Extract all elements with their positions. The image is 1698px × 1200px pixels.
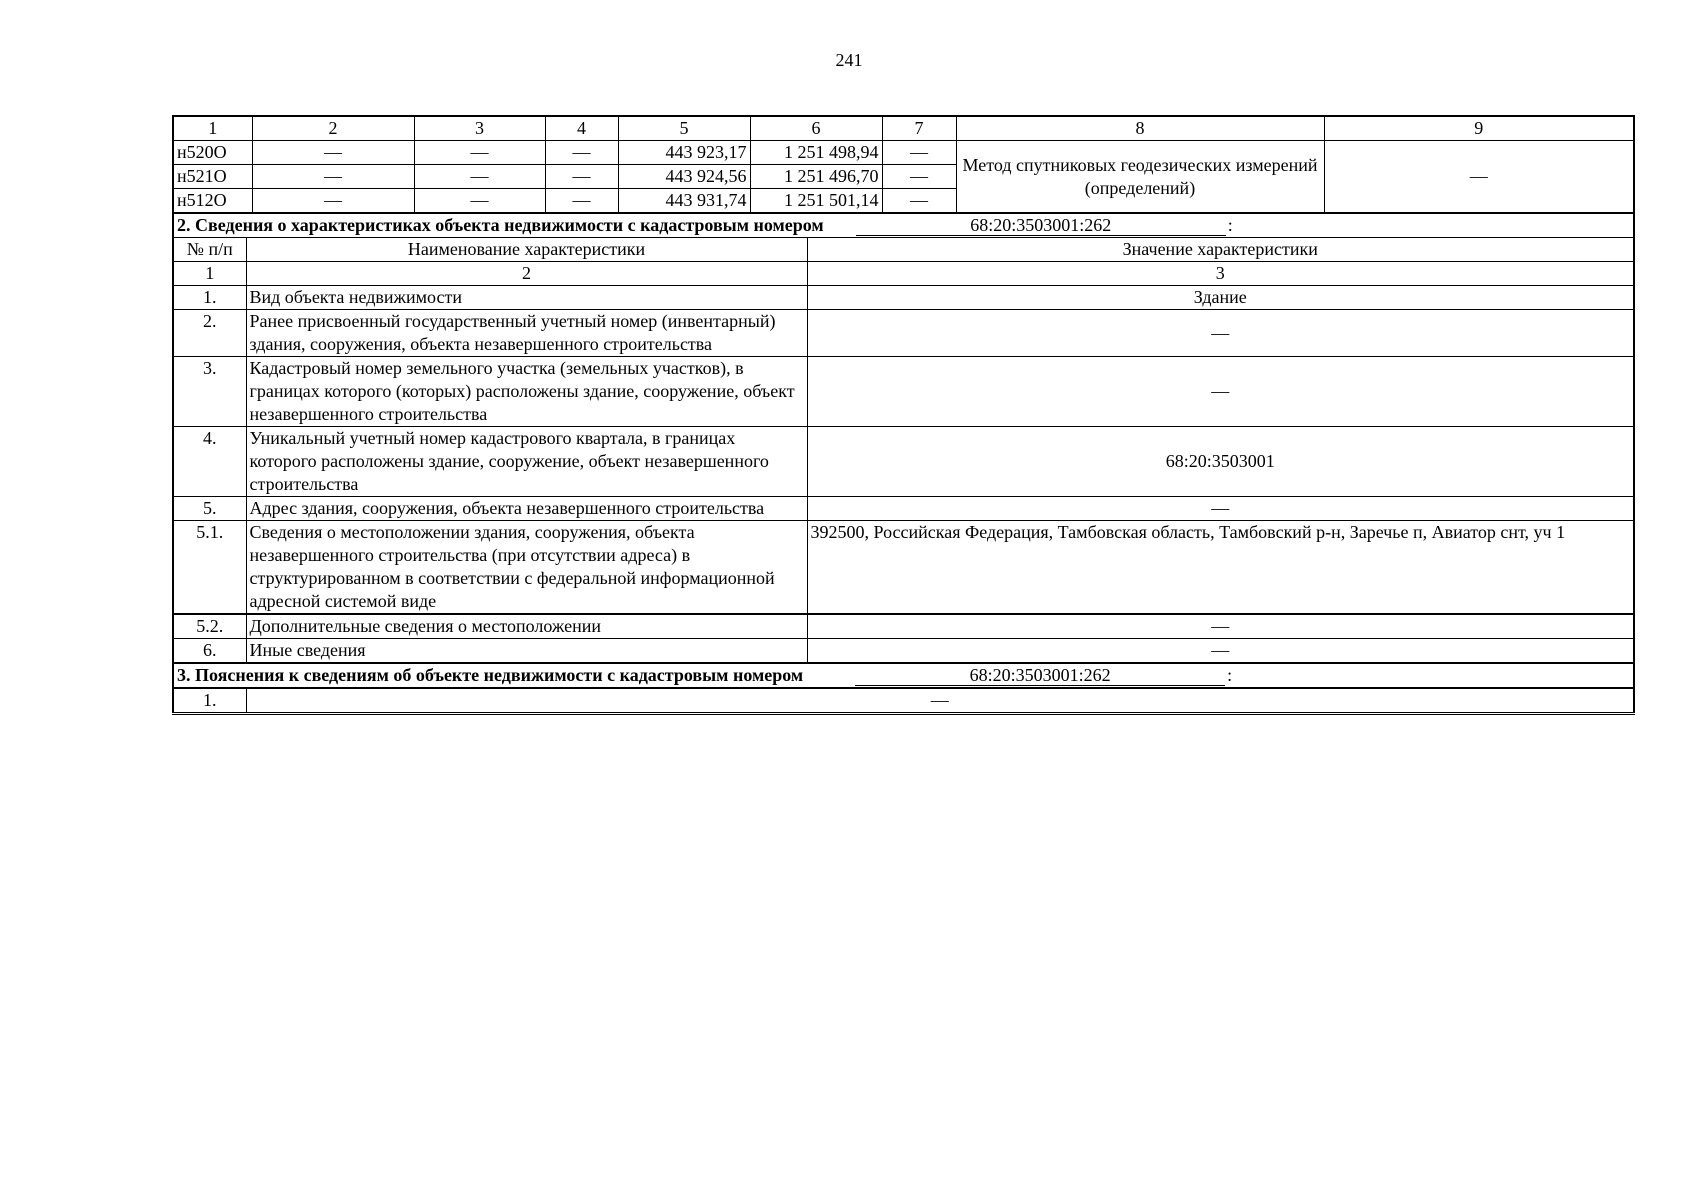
- col-number-1: 1: [173, 116, 252, 141]
- coord-y: 1 251 496,70: [750, 165, 882, 189]
- explanations-table: [172, 663, 1635, 715]
- col-number-4: 4: [545, 116, 618, 141]
- cell-dash: —: [252, 189, 414, 213]
- row-num: 5.2.: [173, 614, 246, 639]
- coord-y: 1 251 501,14: [750, 189, 882, 213]
- row-num: 3.: [173, 357, 246, 427]
- table-row: [173, 141, 1634, 165]
- col-number-5: 5: [618, 116, 750, 141]
- row-name: Уникальный учетный номер кадастрового квартала, в границах которого расположены здание, сооружение, объект незавершенного строительства: [246, 427, 807, 497]
- section2-colon: :: [1227, 215, 1233, 235]
- section2-title-row: [173, 214, 1634, 238]
- col-number-6: 6: [750, 116, 882, 141]
- cell-dash: —: [414, 189, 545, 213]
- row-name: Кадастровый номер земельного участка (земельных участков), в границах которого (которых) расположены здание, сооружение, объект незавершенного строительства: [246, 357, 807, 427]
- section3-title-row: [173, 664, 1634, 689]
- cell-dash: —: [414, 165, 545, 189]
- row-num: 2.: [173, 310, 246, 357]
- row-num: 5.1.: [173, 521, 246, 615]
- cell-dash: —: [252, 141, 414, 165]
- coordinates-table: [172, 115, 1635, 213]
- table-row: [173, 286, 1634, 310]
- col-number-9: 9: [1324, 116, 1634, 141]
- table-row: [173, 639, 1634, 663]
- row-value: —: [807, 310, 1634, 357]
- row-num: 4.: [173, 427, 246, 497]
- table-row: [173, 614, 1634, 639]
- row-name: Адрес здания, сооружения, объекта незавершенного строительства: [246, 497, 807, 521]
- row-value: 68:20:3503001: [807, 427, 1634, 497]
- row-name: Сведения о местоположении здания, сооружения, объекта незавершенного строительства (при отсутствии адреса) в структурированном в соответствии с федеральной информационной адресной системой виде: [246, 521, 807, 615]
- cell-dash: —: [545, 189, 618, 213]
- header-name: Наименование характеристики: [246, 238, 807, 262]
- row-name: Вид объекта недвижимости: [246, 286, 807, 310]
- row-value: Здание: [807, 286, 1634, 310]
- point-name: н520О: [173, 141, 252, 165]
- row-value: —: [807, 497, 1634, 521]
- section2-title: 2. Сведения о характеристиках объекта недвижимости с кадастровым номером: [177, 215, 824, 235]
- table-row: [173, 521, 1634, 615]
- row-value: —: [246, 688, 1634, 714]
- document-sheet: [172, 115, 1633, 715]
- row-value: —: [807, 614, 1634, 639]
- row-name: Иные сведения: [246, 639, 807, 663]
- table-row: [173, 688, 1634, 714]
- row-value: —: [807, 357, 1634, 427]
- cell-dash: —: [882, 189, 956, 213]
- row-value: 392500, Российская Федерация, Тамбовская область, Тамбовский р-н, Заречье п, Авиатор снт, уч 1: [807, 521, 1634, 615]
- row-name: Ранее присвоенный государственный учетный номер (инвентарный) здания, сооружения, объекта незавершенного строительства: [246, 310, 807, 357]
- table-row: [173, 310, 1634, 357]
- point-name: н521О: [173, 165, 252, 189]
- point-name: н512О: [173, 189, 252, 213]
- row-num: 1.: [173, 286, 246, 310]
- col-number-2: 2: [252, 116, 414, 141]
- cell-dash: —: [414, 141, 545, 165]
- cell-dash: —: [882, 141, 956, 165]
- table-row: [173, 427, 1634, 497]
- col9-cell: —: [1324, 141, 1634, 213]
- section3-colon: :: [1227, 665, 1233, 685]
- section3-cadastral-number: 68:20:3503001:262: [855, 665, 1225, 686]
- row-name: Дополнительные сведения о местоположении: [246, 614, 807, 639]
- section3-title: 3. Пояснения к сведениям об объекте недвижимости с кадастровым номером: [177, 665, 804, 685]
- cell-dash: —: [252, 165, 414, 189]
- header-num: № п/п: [173, 238, 246, 262]
- coord-x: 443 923,17: [618, 141, 750, 165]
- characteristics-colnum-row: [173, 262, 1634, 286]
- section2-title-cell: [173, 214, 1634, 238]
- col-number-7: 7: [882, 116, 956, 141]
- method-cell: Метод спутниковых геодезических измерений (определений): [956, 141, 1324, 213]
- characteristics-header-row: [173, 238, 1634, 262]
- cell-dash: —: [882, 165, 956, 189]
- coord-x: 443 924,56: [618, 165, 750, 189]
- colnum-2: 2: [246, 262, 807, 286]
- section2-cadastral-number: 68:20:3503001:262: [856, 215, 1226, 236]
- row-num: 6.: [173, 639, 246, 663]
- coord-y: 1 251 498,94: [750, 141, 882, 165]
- cell-dash: —: [545, 165, 618, 189]
- header-value: Значение характеристики: [807, 238, 1634, 262]
- row-num: 1.: [173, 688, 246, 714]
- row-value: —: [807, 639, 1634, 663]
- colnum-1: 1: [173, 262, 246, 286]
- table-row: [173, 357, 1634, 427]
- section3-title-cell: [173, 664, 1634, 689]
- coordinates-header-row: [173, 116, 1634, 141]
- table-row: [173, 497, 1634, 521]
- col-number-8: 8: [956, 116, 1324, 141]
- page-number: 241: [835, 50, 863, 70]
- coord-x: 443 931,74: [618, 189, 750, 213]
- col-number-3: 3: [414, 116, 545, 141]
- characteristics-table: [172, 213, 1635, 663]
- row-num: 5.: [173, 497, 246, 521]
- colnum-3: 3: [807, 262, 1634, 286]
- cell-dash: —: [545, 141, 618, 165]
